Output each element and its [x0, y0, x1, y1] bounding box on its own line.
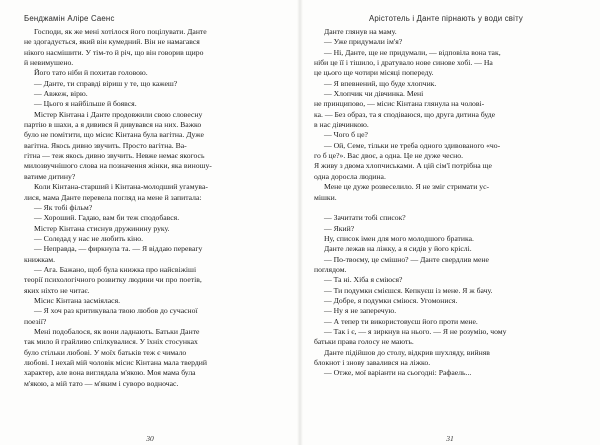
text-line: характер, але вона виглядала м'якою. Моя мама була	[24, 368, 196, 378]
text-line: Містер Кінтана і Данте продовжили свою словесну	[34, 109, 203, 119]
text-line: Містер Кінтана стиснув дружинину руку.	[34, 223, 170, 233]
text-line: нікого насмішити. У тім-то й річ, що він говорив щиро	[24, 47, 204, 57]
text-line: це цього ще чотири місяці попереду.	[314, 68, 434, 78]
text-line: — Хлопчик чи дівчинка. Мені	[324, 89, 424, 99]
text-line: блокнот і знову завалився на ліжко.	[314, 358, 431, 367]
text-line: яких ніхто не читає.	[24, 285, 90, 295]
text-line: — Уже придумали ім'я?	[324, 37, 403, 47]
text-line: партію в шахи, а я дивився й дивувався на них. Важко	[24, 120, 202, 130]
text-line: — Ти подумки смієшся. Кепкуєш із мене. Я ж бачу.	[324, 285, 493, 295]
text-line: ніби це її і тішило, і дратувало нове синове хобі. — На	[314, 58, 493, 68]
text-line: — Зачитати тобі список?	[324, 213, 406, 223]
text-line: — Ой, Семе, тільки не треба одного здивованого «чо-	[324, 140, 501, 150]
text-line: м'якою, а мій тато — м'яким і суворо водночас.	[24, 378, 179, 388]
text-line: Мені подобалося, як вони ладнають. Батьки Данте	[34, 326, 200, 336]
text-line: батьки права голосу не мають.	[314, 337, 414, 347]
text-line: одна доросла людина.	[314, 171, 386, 181]
text-line: було стільки любові. У моїх батьків теж є чимало	[24, 347, 187, 357]
text-line: — Ага. Бажано, щоб була книжка про найсвіжіші	[34, 264, 197, 274]
text-line: — Ні, Данте, ще не придумали, — відповіла вона так,	[324, 47, 501, 57]
text-line: було не помітити, що місис Кінтана була вагітна. Дуже	[24, 130, 204, 140]
right-page	[300, 0, 600, 445]
text-line: — Чого б це?	[324, 130, 368, 140]
text-line: вагітна. Якось дивно звучить. Просто вагітна. Ва-	[24, 140, 187, 150]
text-line: — Я хоч раз критикувала твою любов до сучасної	[34, 306, 198, 316]
text-line: Господи, як же мені хотілося його поцілувати. Данте	[34, 27, 207, 36]
left-page-body	[24, 27, 286, 389]
text-line: гітна — теж якось дивно звучить. Невже немає якогось	[24, 151, 205, 161]
text-line: Його тато ніби й похитав головою.	[34, 68, 148, 78]
text-line: — Неправда, — фиркнула та. — Я віддаю перевагу	[34, 244, 203, 254]
text-line: Данте глянув на маму.	[324, 27, 397, 36]
text-line: — Авжеж, вірю.	[34, 89, 88, 99]
text-line: й невимушено.	[24, 58, 74, 68]
text-line: — Як тобі фільм?	[34, 202, 93, 212]
text-line: Данте підійшов до столу, відкрив шухляду, вийняв	[324, 347, 490, 357]
text-line: — Данте, ти справді віриш у те, що кажеш?	[34, 78, 178, 88]
text-line: в нас дівчинкою.	[314, 120, 369, 130]
text-line: ватиме дитину?	[24, 171, 76, 181]
text-line: — Цього я найбільше й боявся.	[34, 99, 137, 109]
page-number-right: 31	[446, 434, 454, 443]
text-line: — Ну я не заперечую.	[324, 306, 397, 316]
running-head-title: Арістотель і Данте пірнають у води світу	[368, 14, 524, 23]
text-line: милозвучнішого слова на позначення жінки, яка виношу-	[24, 161, 212, 171]
right-page-body	[314, 27, 578, 379]
text-line: Я живу з двома хлопчиськами. А цій сім'ї потрібна ще	[314, 161, 492, 171]
text-line: — Добре, я подумки сміюся. Угомонися.	[324, 295, 458, 305]
text-line: — Та ні. Хіба я сміюся?	[324, 275, 403, 285]
text-line: мішки.	[314, 192, 337, 202]
text-line: — Отже, мої варіанти на сьогодні: Рафаель...	[324, 368, 472, 378]
text-line: поглядом.	[314, 264, 347, 274]
text-line: не принципово, — місис Кінтана глянула на чолові-	[314, 99, 485, 109]
text-line: лися, мама Данте перевела погляд на мене й запитала:	[24, 192, 202, 202]
text-line	[314, 203, 578, 213]
text-line: так мило й грайливо спілкувалися. У їхніх стосунках	[24, 337, 198, 347]
text-line: го б це?». Вас двоє, а одна. Це не дуже чесно.	[314, 151, 464, 161]
text-line: — А тепер ти використовуєш його проти мене.	[324, 316, 478, 326]
text-line: — Хороший. Гадаю, вам би теж сподобався.	[34, 213, 180, 223]
text-line: — Соледад у нас не любить кіно.	[34, 233, 143, 243]
text-line: Ну, список імен для мого молодшого братика.	[324, 233, 474, 243]
text-line: поезії?	[24, 316, 47, 326]
text-line: — Так і є, — я зиркнув на нього. — Я не розумію, чому	[324, 326, 507, 336]
text-line: не здогадується, який він кумедний. Він не намагався	[24, 37, 200, 47]
text-line: любові. І нехай мій чоловік місис Кінтана мала твердий	[24, 358, 208, 367]
text-line: — По-твоєму, це смішно? — Данте свердлив мене	[324, 254, 489, 264]
text-line: ка. — Без образ, та я сподіваюся, що друга дитина буде	[314, 109, 496, 119]
text-line: — Я впевнений, що буде хлопчик.	[324, 78, 437, 88]
text-line: Місис Кінтана засміялася.	[34, 295, 121, 305]
page-number-left: 30	[146, 434, 154, 443]
text-line: — Який?	[324, 223, 355, 233]
text-line: книжкам.	[24, 254, 56, 264]
text-line: Коли Кінтана-старший і Кінтана-молодший угамува-	[34, 182, 208, 192]
text-line: Данте лежав на ліжку, а я сидів у його кріслі.	[324, 244, 472, 254]
text-line: теорії психологічного розвитку людини чи про поетів,	[24, 275, 202, 285]
text-line: Мене це дуже розвеселило. Я не зміг стримати ус-	[324, 182, 490, 192]
running-head-author: Бенджамін Аліре Саенс	[24, 14, 115, 23]
